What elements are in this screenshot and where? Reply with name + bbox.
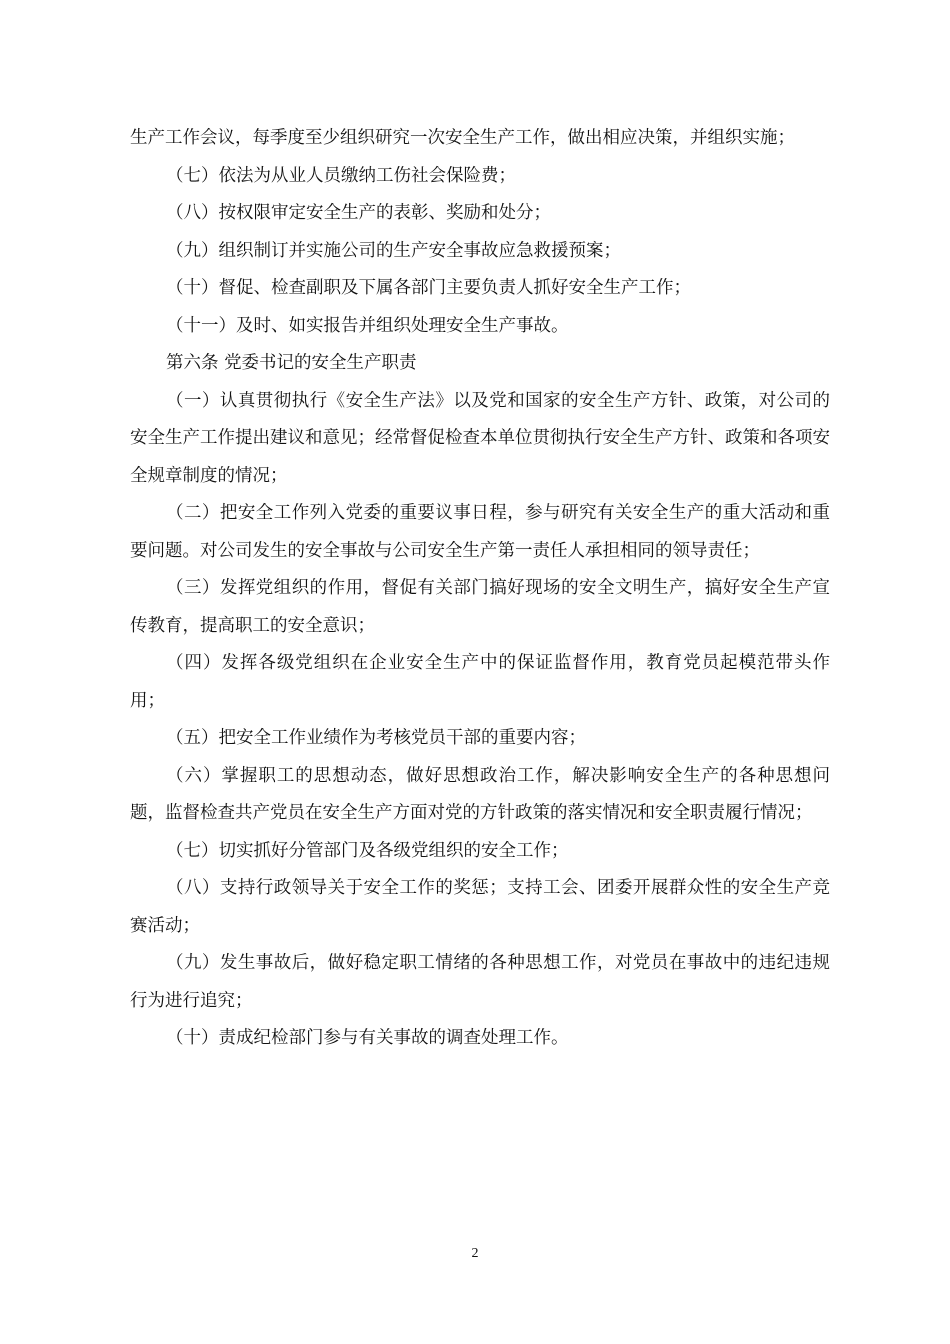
- paragraph: （一）认真贯彻执行《安全生产法》以及党和国家的安全生产方针、政策，对公司的安全生产工作提出建议和意见；经常督促检查本单位贯彻执行安全生产方针、政策和各项安全规章制度的情况；: [130, 390, 830, 486]
- document-body: [130, 120, 830, 1058]
- paragraph: （五）把安全工作业绩作为考核党员干部的重要内容；: [166, 728, 586, 748]
- paragraph: （七）切实抓好分管部门及各级党组织的安全工作；: [166, 840, 569, 861]
- paragraph: 生产工作会议，每季度至少组织研究一次安全生产工作，做出相应决策，并组织实施；: [130, 128, 795, 148]
- paragraph: （九）发生事故后，做好稳定职工情绪的各种思想工作，对党员在事故中的违纪违规行为进行追究；: [130, 953, 830, 1011]
- paragraph: （八）按权限审定安全生产的表彰、奖励和处分；: [166, 203, 551, 223]
- paragraph: （十）责成纪检部门参与有关事故的调查处理工作。: [166, 1028, 569, 1048]
- section-heading: 第六条 党委书记的安全生产职责: [166, 353, 417, 373]
- paragraph: （八）支持行政领导关于安全工作的奖惩；支持工会、团委开展群众性的安全生产竞赛活动；: [130, 878, 830, 936]
- paragraph: （十）督促、检查副职及下属各部门主要负责人抓好安全生产工作；: [166, 278, 691, 298]
- paragraph: （十一）及时、如实报告并组织处理安全生产事故。: [166, 315, 569, 336]
- paragraph: （九）组织制订并实施公司的生产安全事故应急救援预案；: [166, 240, 621, 261]
- paragraph: （七）依法为从业人员缴纳工伤社会保险费；: [166, 165, 516, 186]
- paragraph: （六）掌握职工的思想动态，做好思想政治工作，解决影响安全生产的各种思想问题，监督检查共产党员在安全生产方面对党的方针政策的落实情况和安全职责履行情况；: [130, 765, 830, 823]
- paragraph: （二）把安全工作列入党委的重要议事日程，参与研究有关安全生产的重大活动和重要问题。对公司发生的安全事故与公司安全生产第一责任人承担相同的领导责任；: [130, 503, 830, 561]
- paragraph: （四）发挥各级党组织在企业安全生产中的保证监督作用，教育党员起模范带头作用；: [130, 653, 830, 711]
- paragraph: （三）发挥党组织的作用，督促有关部门搞好现场的安全文明生产，搞好安全生产宣传教育，提高职工的安全意识；: [130, 578, 830, 636]
- page-number: 2: [471, 1246, 479, 1261]
